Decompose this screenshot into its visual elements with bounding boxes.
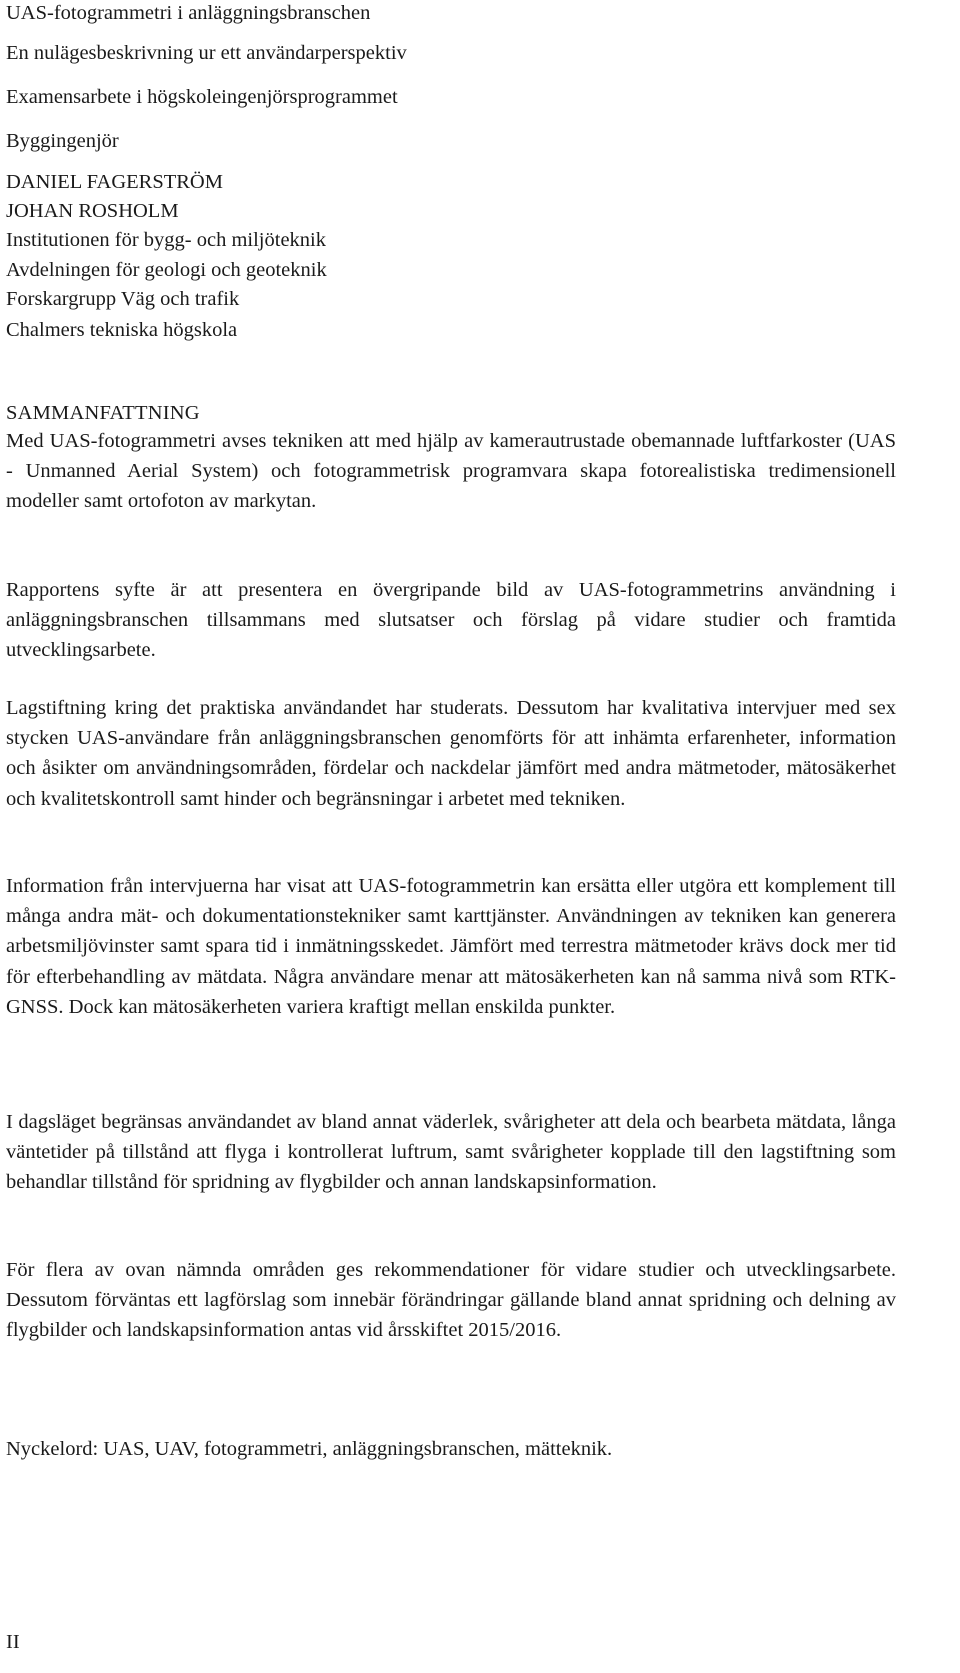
abstract-paragraph: Information från intervjuerna har visat att UAS-fotogrammetrin kan ersätta eller utgöra ett komplement till många andra mät- och dokumentationstekniker samt karttjänster. Användningen av tekniken kan generera arbetsmiljövinster samt spara tid i inmätningsskedet. Jämfört med terrestra mätmetoder krävs dock mer tid för efterbehandling av mätdata. Några användare menar att mätosäkerheten kan nå samma nivå som RTK-GNSS. Dock kan mätosäkerheten variera kraftigt mellan enskilda punkter. — [6, 875, 896, 1018]
abstract-paragraph: Lagstiftning kring det praktiska användandet har studerats. Dessutom har kvalitativa intervjuer med sex stycken UAS-användare från anläggningsbranschen genomförts för att inhämta erfarenheter, information och åsikter om användningsområden, fördelar och nackdelar jämfört med andra mätmetoder, mätosäkerhet och kvalitetskontroll samt hinder och begränsningar i arbetet med tekniken. — [6, 697, 896, 810]
abstract-paragraph: Med UAS-fotogrammetri avses tekniken att med hjälp av kamerautrustade obemannade luftfarkoster (UAS - Unmanned Aerial System) och fotogrammetrisk programvara skapa fotorealistiska tredimensionell modeller samt ortofoton av markytan. — [6, 430, 896, 513]
page-number: II — [6, 1631, 20, 1653]
research-group: Forskargrupp Väg och trafik — [6, 288, 240, 310]
keywords: Nyckelord: UAS, UAV, fotogrammetri, anläggningsbranschen, mätteknik. — [6, 1438, 613, 1460]
division: Avdelningen för geologi och geoteknik — [6, 259, 327, 281]
author-1: DANIEL FAGERSTRÖM — [6, 171, 223, 193]
program-name: Byggingenjör — [6, 130, 119, 152]
thesis-type: Examensarbete i högskoleingenjörsprogrammet — [6, 86, 398, 108]
abstract-heading: SAMMANFATTNING — [6, 402, 200, 424]
document-subtitle: En nulägesbeskrivning ur ett användarperspektiv — [6, 42, 407, 64]
abstract-paragraph: Rapportens syfte är att presentera en övergripande bild av UAS-fotogrammetrins användning i anläggningsbranschen tillsammans med slutsatser och förslag på vidare studier och framtida utvecklingsarbete. — [6, 579, 896, 662]
abstract-paragraph: I dagsläget begränsas användandet av bland annat väderlek, svårigheter att dela och bearbeta mätdata, långa väntetider på tillstånd att flyga i kontrollerat luftrum, samt svårigheter kopplade till den lagstiftning som behandlar tillstånd för spridning av flygbilder och annan landskapsinformation. — [6, 1111, 896, 1194]
document-title: UAS-fotogrammetri i anläggningsbranschen — [6, 2, 371, 24]
abstract-paragraph: För flera av ovan nämnda områden ges rekommendationer för vidare studier och utvecklingsarbete. Dessutom förväntas ett lagförslag som innebär förändringar gällande bland annat spridning och delning av flygbilder och landskapsinformation antas vid årsskiftet 2015/2016. — [6, 1259, 896, 1342]
author-2: JOHAN ROSHOLM — [6, 200, 179, 222]
university: Chalmers tekniska högskola — [6, 319, 238, 341]
department: Institutionen för bygg- och miljöteknik — [6, 229, 326, 251]
